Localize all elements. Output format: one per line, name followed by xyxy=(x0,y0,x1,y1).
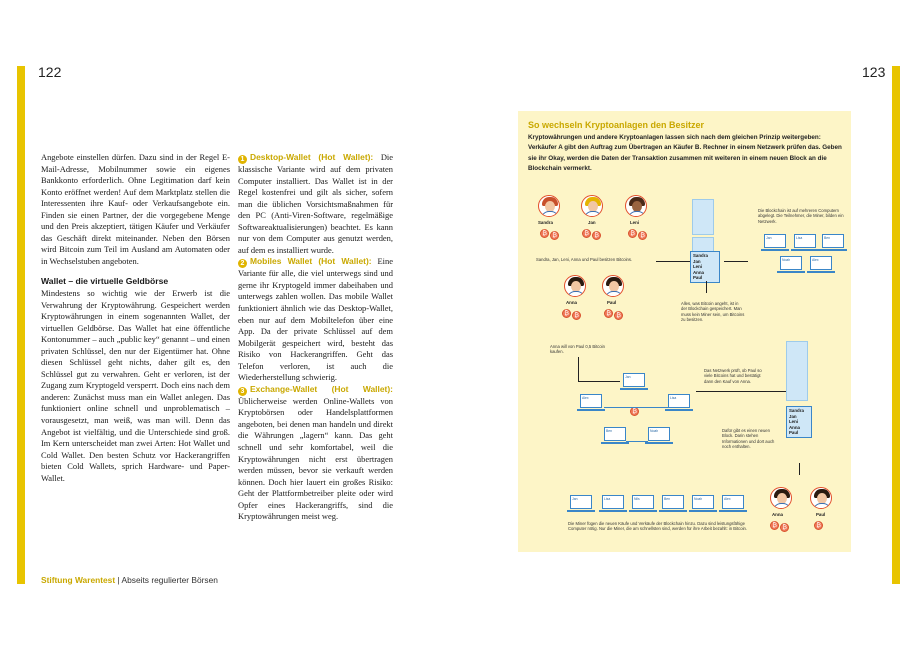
person-name: Anna xyxy=(566,300,577,305)
arrow xyxy=(578,381,620,382)
laptop-icon: Nils xyxy=(632,495,654,509)
bitcoin-coin-icon xyxy=(814,521,823,530)
blockchain-blocks xyxy=(786,341,808,401)
right-accent-bar xyxy=(892,66,900,584)
bitcoin-coin-icon xyxy=(638,231,647,240)
laptop-icon: Jan xyxy=(764,234,786,248)
laptop-icon: Lisa xyxy=(794,234,816,248)
paragraph: Angebote einstellen dürfen. Dazu sind in der Regel E-Mail-Adresse, Mobilnummer sowie ein eigenes Bankkonto erforderlich. Ohne Legitimation darf kein Konto eröffnet werden! Auf dem Marktplatz stellen die Interessenten ihre Kauf- oder Verkaufsangebote ein. Finden sie einen Partner, der die vorgegebene Menge und den Preis akzeptiert, tätigen Käufer und Verkäufer das Geschäft direkt miteinander. Neben den Börsen wird Bitcoin zum Teil im Ausland am Automaten oder in Wechselstuben angeboten. xyxy=(41,152,230,266)
item-text: Üblicherweise werden Online-Wallets von Kryptobörsen oder Handelsplattformen angeboten, bei denen man handeln und direkt die Währungen „lagern“ kann. Das geht schnell und sehr komfortabel, weil die Kryptowährungen nicht erst übertragen werden müssen, bevor sie verkauft werden können. Doch hier lauert ein großes Risiko: Geht der Plattformbetreiber pleite oder wird Opfer eines Hackerangriffs, sind die Kryptowährungen meist weg. xyxy=(238,395,393,522)
bitcoin-coin-icon xyxy=(562,309,571,318)
arrow xyxy=(706,281,707,293)
laptop-icon: Ben xyxy=(604,427,626,441)
infographic-intro: Kryptowährungen und andere Kryptoanlagen lassen sich nach dem gleichen Prinzip weitergeben: Verkäufer A gibt den Auftrag zum Übertragen an Käufer B. Rechner in einem Netzwerk prüfen das. Geben sie ihr Okay, werden die Daten der Transaktion zusammen mit weiteren in einem neuen Block an die Blockchain vermerkt. xyxy=(528,134,842,173)
arrow xyxy=(696,391,786,392)
blockchain-ledger: Sandra Jan Leni Anna Paul xyxy=(786,406,812,438)
section-heading: Wallet – die virtuelle Geldbörse xyxy=(41,276,169,287)
laptop-icon: Jan xyxy=(623,373,645,387)
bitcoin-coin-icon xyxy=(604,309,613,318)
bitcoin-coin-icon xyxy=(630,407,639,416)
list-item xyxy=(238,256,393,383)
list-item xyxy=(238,152,393,256)
person-avatar-jan xyxy=(581,195,603,217)
person-avatar-leni xyxy=(625,195,647,217)
person-name: Paul xyxy=(816,512,826,517)
arrow xyxy=(656,261,690,262)
laptop-icon: Jan xyxy=(570,495,592,509)
text-column-2 xyxy=(238,152,393,523)
person-name: Anna xyxy=(772,512,783,517)
infographic-box xyxy=(518,111,851,552)
bitcoin-coin-icon xyxy=(540,229,549,238)
bitcoin-coin-icon xyxy=(770,521,779,530)
bitcoin-coin-icon xyxy=(592,231,601,240)
caption-miners: Die Miner fügen die neuen Käufe und Verkäufe der Blockchain hinzu. Dazu sind leistungsfähige Computer nötig. Nur die Miner, die am schnellsten sind, werden für ihre Arbeit bezahlt: in Bitcoin. xyxy=(568,521,747,532)
person-avatar-paul xyxy=(810,487,832,509)
person-name: Jan xyxy=(588,220,596,225)
number-badge: 3 xyxy=(238,387,247,396)
page-number-right: 123 xyxy=(862,64,886,80)
arrow xyxy=(578,357,579,381)
person-name: Paul xyxy=(607,300,617,305)
laptop-icon: Noah xyxy=(692,495,714,509)
laptop-icon: Noah xyxy=(780,256,802,270)
caption-network-check: Das Netzwerk prüft, ob Paul so viele Bitcoins hat und bestätigt dann den Kauf von Anna. xyxy=(704,368,762,384)
blockchain-blocks xyxy=(692,199,714,235)
bitcoin-coin-icon xyxy=(614,311,623,320)
number-badge: 2 xyxy=(238,259,247,268)
text-column-1 xyxy=(41,152,230,484)
list-item xyxy=(238,384,393,523)
paragraph: Mindestens so wichtig wie der Erwerb ist die Verwahrung der Kryptowährung. Gespeichert werden Kryptowährungen in einem sogenannten Wallet, der virtuellen Geldbörse. Das Wallet hat eine öffentliche Kontonummer – auch „public key“ genannt – und einen privaten Schlüssel, den nur der Eigentümer hat. Ohne diesen Schlüssel geht nichts, daher gilt es, den Schlüssel gut zu verwahren. Geht er verloren, ist der Zugang zum Kryptogeld versperrt. Doch eins nach dem anderen: Zunächst muss man ein Wallet anlegen. Das funktioniert online schnell und unproblematisch – vorausgesetzt, man weiß, was man will. Denn das Angebot ist vielfältig, und die Unterschiede sind groß. Im Kern unterscheidet man zwei Arten: Hot Wallet und Cold Wallet. Den besten Schutz vor Hackerangriffen bieten Cold Wallets, sprich Hardware- und Paper-Wallet. xyxy=(41,287,230,483)
laptop-icon: Lisa xyxy=(668,394,690,408)
laptop-icon: Ben xyxy=(662,495,684,509)
caption-anna-buys: Anna will von Paul 0,5 Bitcoin kaufen. xyxy=(550,344,605,355)
left-accent-bar xyxy=(17,66,25,584)
laptop-icon: Alex xyxy=(722,495,744,509)
bitcoin-coin-icon xyxy=(572,311,581,320)
bitcoin-coin-icon xyxy=(780,523,789,532)
caption-new-block: Dafür gibt es einen neuen Block. Darin stehen Informationen und dort auch noch enthalten. xyxy=(722,428,775,449)
person-name: Sandra xyxy=(538,220,553,225)
item-text: Die klassische Variante wird auf dem privaten Computer installiert. Das Wallet ist in der Regel kostenfrei und gilt als sicher, sofern man die üblichen Vorsichtsmaßnahmen für den PC (Anti-Viren-Software, regelmäßige Softwareaktualisierungen) beachtet. Es kann nur von dem Computer aus genutzt werden, auf dem es installiert wurde. xyxy=(238,152,393,255)
page-footer xyxy=(41,575,218,585)
caption-network: Die Blockchain ist auf mehreren Computern abgelegt. Die Teilnehmer, die Miner, bilden ein Netzwerk. xyxy=(758,208,844,224)
footer-title: Abseits regulierter Börsen xyxy=(121,575,218,585)
footer-brand: Stiftung Warentest xyxy=(41,575,116,585)
page-number-left: 122 xyxy=(38,64,62,80)
bitcoin-coin-icon xyxy=(550,231,559,240)
blockchain-ledger: Sandra Jan Leni Anna Paul xyxy=(690,251,720,283)
person-avatar-anna xyxy=(564,275,586,297)
number-badge: 1 xyxy=(238,155,247,164)
item-title: Mobiles Wallet (Hot Wallet): xyxy=(250,256,372,267)
item-text: Eine Variante für alle, die viel unterwegs sind und gerne ihr Kryptogeld immer dabeihaben und unterwegs zahlen wollen. Das mobile Wallet funktioniert ähnlich wie das Desktop-Wallet, eben nur auf dem Mobiltelefon über eine App. Da der private Schlüssel auf dem Mobilgerät gespeichert wird, besteht das Risiko von Hackerangriffen. Geht das Telefon verloren, ist auch die Wiederherstellung schwierig. xyxy=(238,256,393,383)
laptop-icon: Alex xyxy=(580,394,602,408)
item-title: Desktop-Wallet (Hot Wallet): xyxy=(250,152,374,162)
bitcoin-coin-icon xyxy=(628,229,637,238)
person-avatar-sandra xyxy=(538,195,560,217)
person-avatar-paul xyxy=(602,275,624,297)
person-name: Leni xyxy=(630,220,640,225)
caption-blockchain-stored: Alles, was Bitcoin angeht, ist in der Blockchain gespeichert. Man muss kein Miner sein, um Bitcoins zu besitzen. xyxy=(681,301,745,322)
laptop-icon: Noah xyxy=(648,427,670,441)
infographic-title: So wechseln Kryptoanlagen den Besitzer xyxy=(528,120,705,130)
bitcoin-coin-icon xyxy=(582,229,591,238)
arrow xyxy=(799,463,800,475)
footer-separator: | xyxy=(117,575,120,585)
laptop-icon: Alex xyxy=(810,256,832,270)
caption-own-bitcoins: Sandra, Jan, Leni, Anna und Paul besitzen Bitcoins. xyxy=(536,257,633,262)
network-link xyxy=(604,407,668,408)
network-link xyxy=(626,441,648,442)
laptop-icon: Ben xyxy=(822,234,844,248)
person-avatar-anna xyxy=(770,487,792,509)
laptop-icon: Lisa xyxy=(602,495,624,509)
arrow xyxy=(724,261,748,262)
item-title: Exchange-Wallet (Hot Wallet): xyxy=(250,383,393,394)
